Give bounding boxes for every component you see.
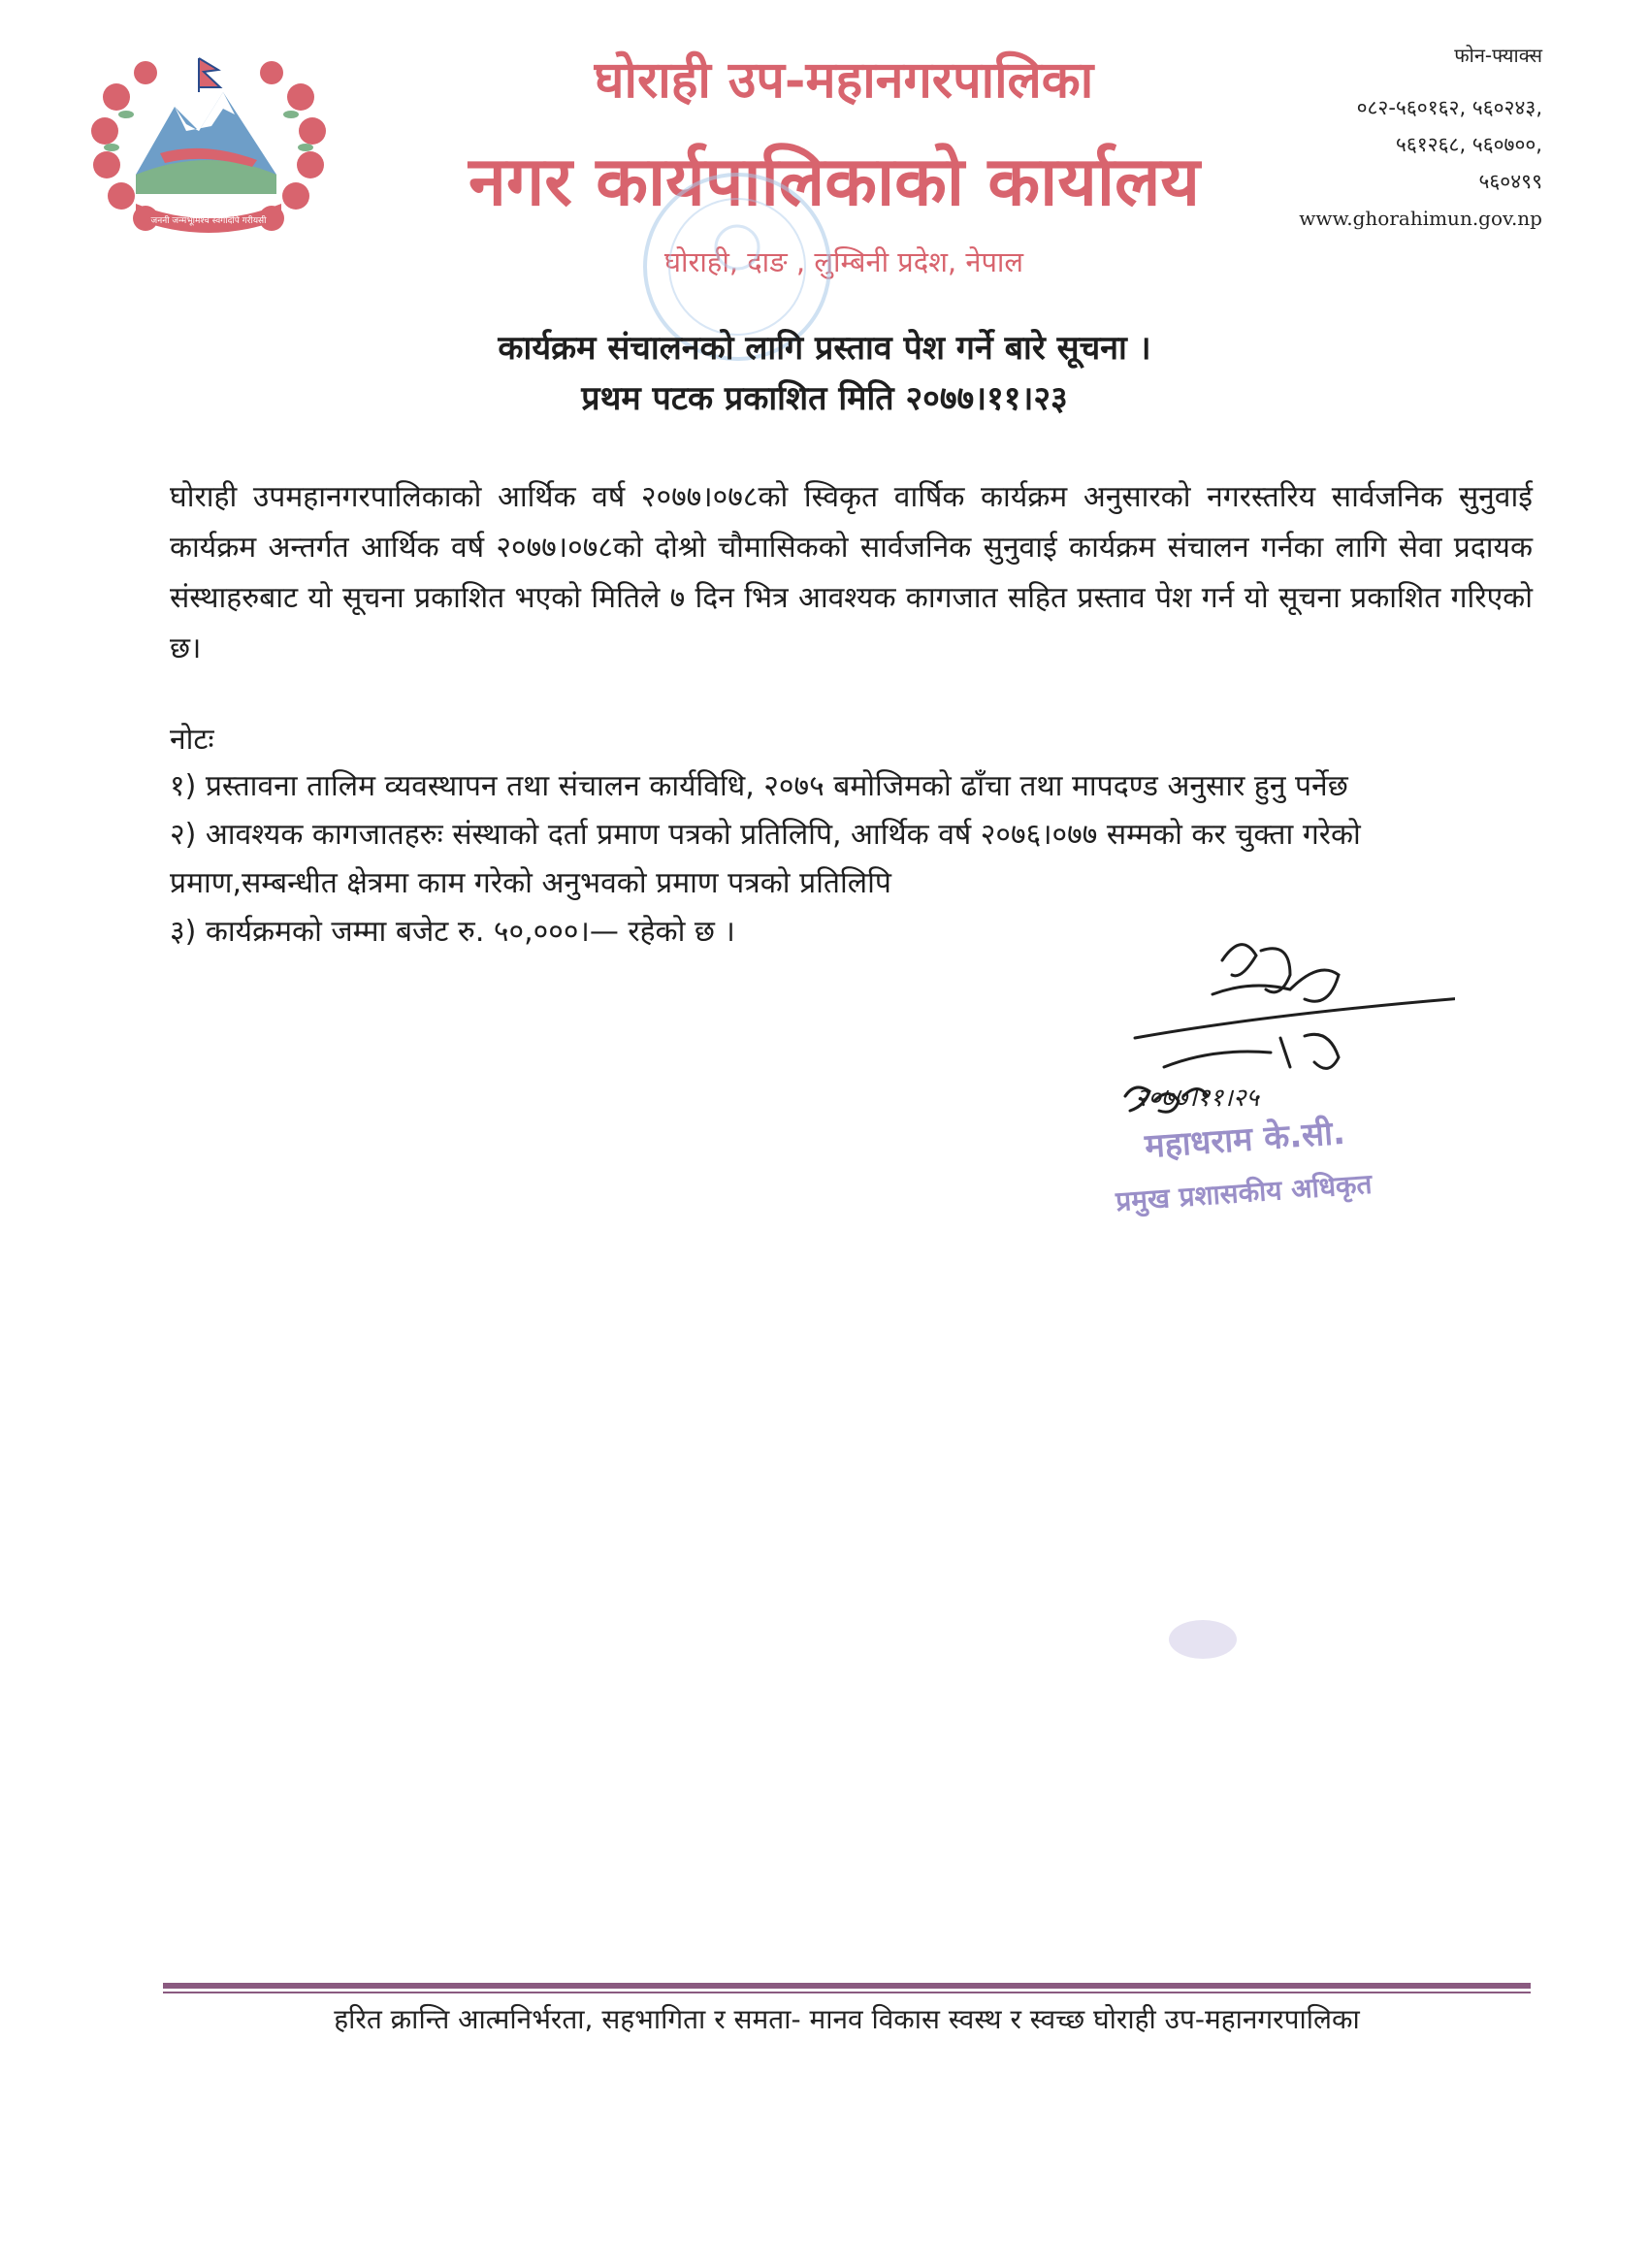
subject-line-1: कार्यक्रम संचालनको लागि प्रस्ताव पेश गर्ने बारे सूचना ।: [498, 329, 1151, 368]
contact-label: फोन-फ्याक्स: [1454, 44, 1542, 67]
note-label: नोटः: [170, 723, 214, 757]
signature-date: २०७७।११।२५: [1135, 1084, 1259, 1113]
office-address: घोराही, दाङ , लुम्बिनी प्रदेश, नेपाल: [663, 245, 1024, 278]
emblem-banner-text: जननी जन्मभूमिश्च स्वर्गादपि गरीयसी: [150, 216, 267, 226]
phone-line-3: ५६०४९९: [1478, 170, 1542, 193]
note-item-3: ३) कार्यक्रमको जम्मा बजेट रु. ५०,०००।— रहेको छ ।: [170, 915, 735, 949]
notice-subject: [242, 323, 1406, 424]
phone-line-1: ०८२-५६०१६२, ५६०२४३,: [1356, 96, 1542, 119]
officer-title-stamp: प्रमुख प्रशासकीय अधिकृत: [1115, 1167, 1374, 1218]
office-title: नगर कार्यपालिकाको कार्यालय: [468, 141, 1201, 221]
note-item-2: २) आवश्यक कागजातहरुः संस्थाको दर्ता प्रमाण पत्रको प्रतिलिपि, आर्थिक वर्ष २०७६।०७७ सम्मको कर चुक्ता गरेको प्रमाण,सम्बन्धीत क्षेत्रमा काम गरेको अनुभवको प्रमाण पत्रको प्रतिलिपि: [170, 818, 1361, 900]
contact-block: [1212, 37, 1542, 237]
footer-divider: [163, 1982, 1531, 1995]
phone-line-2: ५६१२६८, ५६०७००,: [1395, 133, 1542, 156]
nepal-emblem-logo: [78, 39, 340, 252]
footer-motto: हरित क्रान्ति आत्मनिर्भरता, सहभागिता र समता- मानव विकास स्वस्थ र स्वच्छ घोराही उप-महानगरपालिका: [334, 2003, 1360, 2035]
website-link[interactable]: www.ghorahimun.gov.np: [1299, 207, 1542, 230]
officer-name-stamp: महाधराम के.सी.: [1143, 1113, 1347, 1167]
note-item-1: १) प्रस्तावना तालिम व्यवस्थापन तथा संचालन कार्यविधि, २०७५ बमोजिमको ढाँचा तथा मापदण्ड अनुसार हुनु पर्नेछ: [170, 769, 1348, 803]
notice-body-paragraph: घोराही उपमहानगरपालिकाको आर्थिक वर्ष २०७७।०७८को स्विकृत वार्षिक कार्यक्रम अनुसारको नगरस्तरिय सार्वजनिक सुनुवाई कार्यक्रम अन्तर्गत आर्थिक वर्ष २०७७।०७८को दोश्रो चौमासिकको सार्वजनिक सुनुवाई कार्यक्रम संचालन गर्नका लागि सेवा प्रदायक संस्थाहरुबाट यो सूचना प्रकाशित भएको मितिले ७ दिन भित्र आवश्यक कागजात सहित प्रस्ताव पेश गर्न यो सूचना प्रकाशित गरिएको छ।: [170, 480, 1533, 665]
subject-line-2: प्रथम पटक प्रकाशित मिति २०७७।११।२३: [581, 379, 1068, 418]
office-name: घोराही उप-महानगरपालिका: [594, 50, 1094, 110]
ink-smudge: [1154, 1601, 1261, 1669]
